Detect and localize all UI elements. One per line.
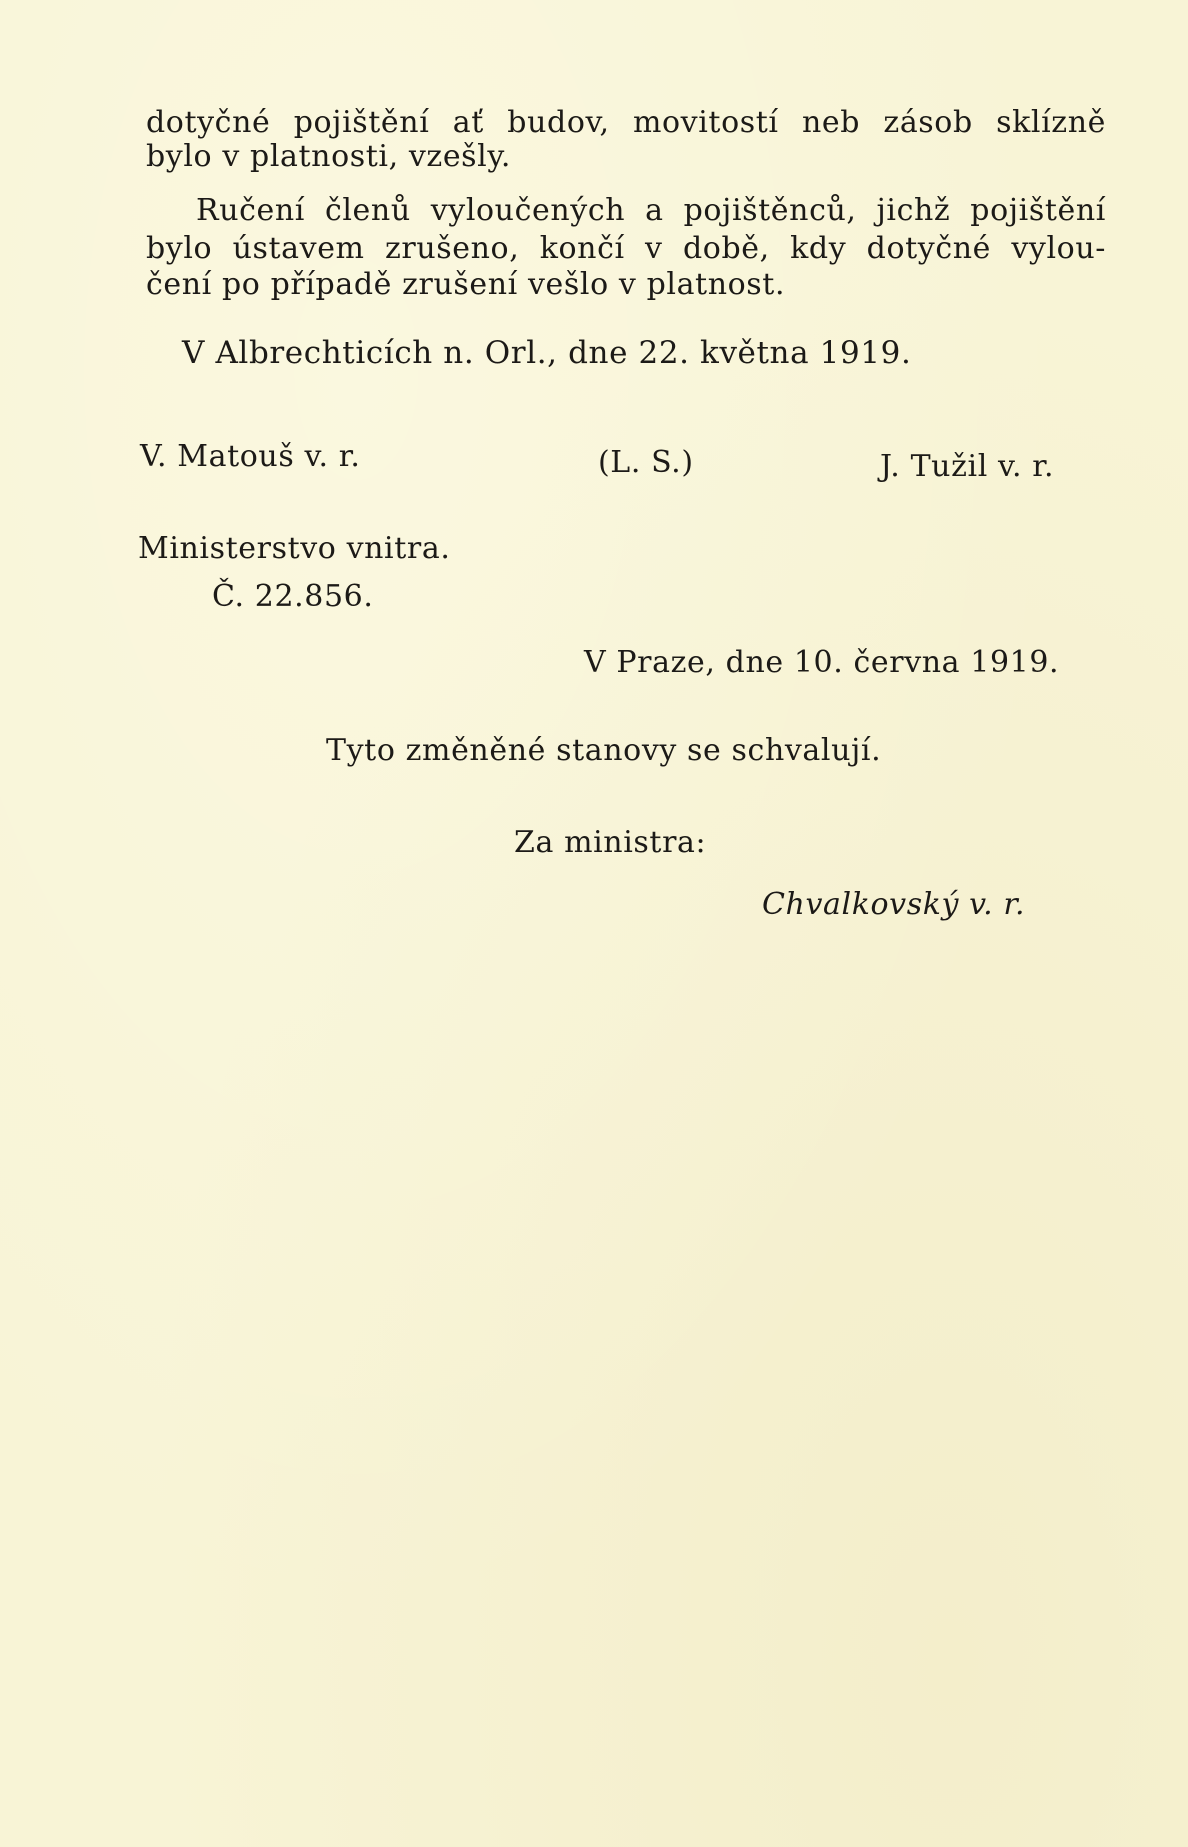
for-minister-label: Za ministra:	[514, 825, 707, 860]
approval-text: Tyto změněné stanovy se schvalují.	[326, 733, 882, 768]
paragraph1-line1: dotyčné pojištění ať budov, movitostí neb zásob sklízně	[146, 105, 1106, 140]
paragraph2-line2: bylo ústavem zrušeno, končí v době, kdy dotyčné vylou-	[146, 231, 1106, 266]
ministry-name: Ministerstvo vnitra.	[138, 531, 451, 566]
ministry-ref-number: Č. 22.856.	[212, 579, 374, 614]
paragraph2-line1: Ručení členů vyloučených a pojištěnců, jichž pojištění	[196, 193, 1106, 228]
paragraph1-line2: bylo v platnosti, vzešly.	[146, 139, 512, 174]
paragraph2-line3: čení po případě zrušení vešlo v platnost.	[146, 267, 786, 302]
seal-ls: (L. S.)	[598, 445, 694, 480]
place-date-albrechtice: V Albrechticích n. Orl., dne 22. května 1919.	[182, 335, 912, 371]
place-date-praha: V Praze, dne 10. června 1919.	[584, 645, 1060, 680]
signature-tuzil: J. Tužil v. r.	[880, 449, 1055, 484]
signature-matous: V. Matouš v. r.	[140, 439, 361, 474]
minister-signature: Chvalkovský v. r.	[762, 887, 1026, 922]
